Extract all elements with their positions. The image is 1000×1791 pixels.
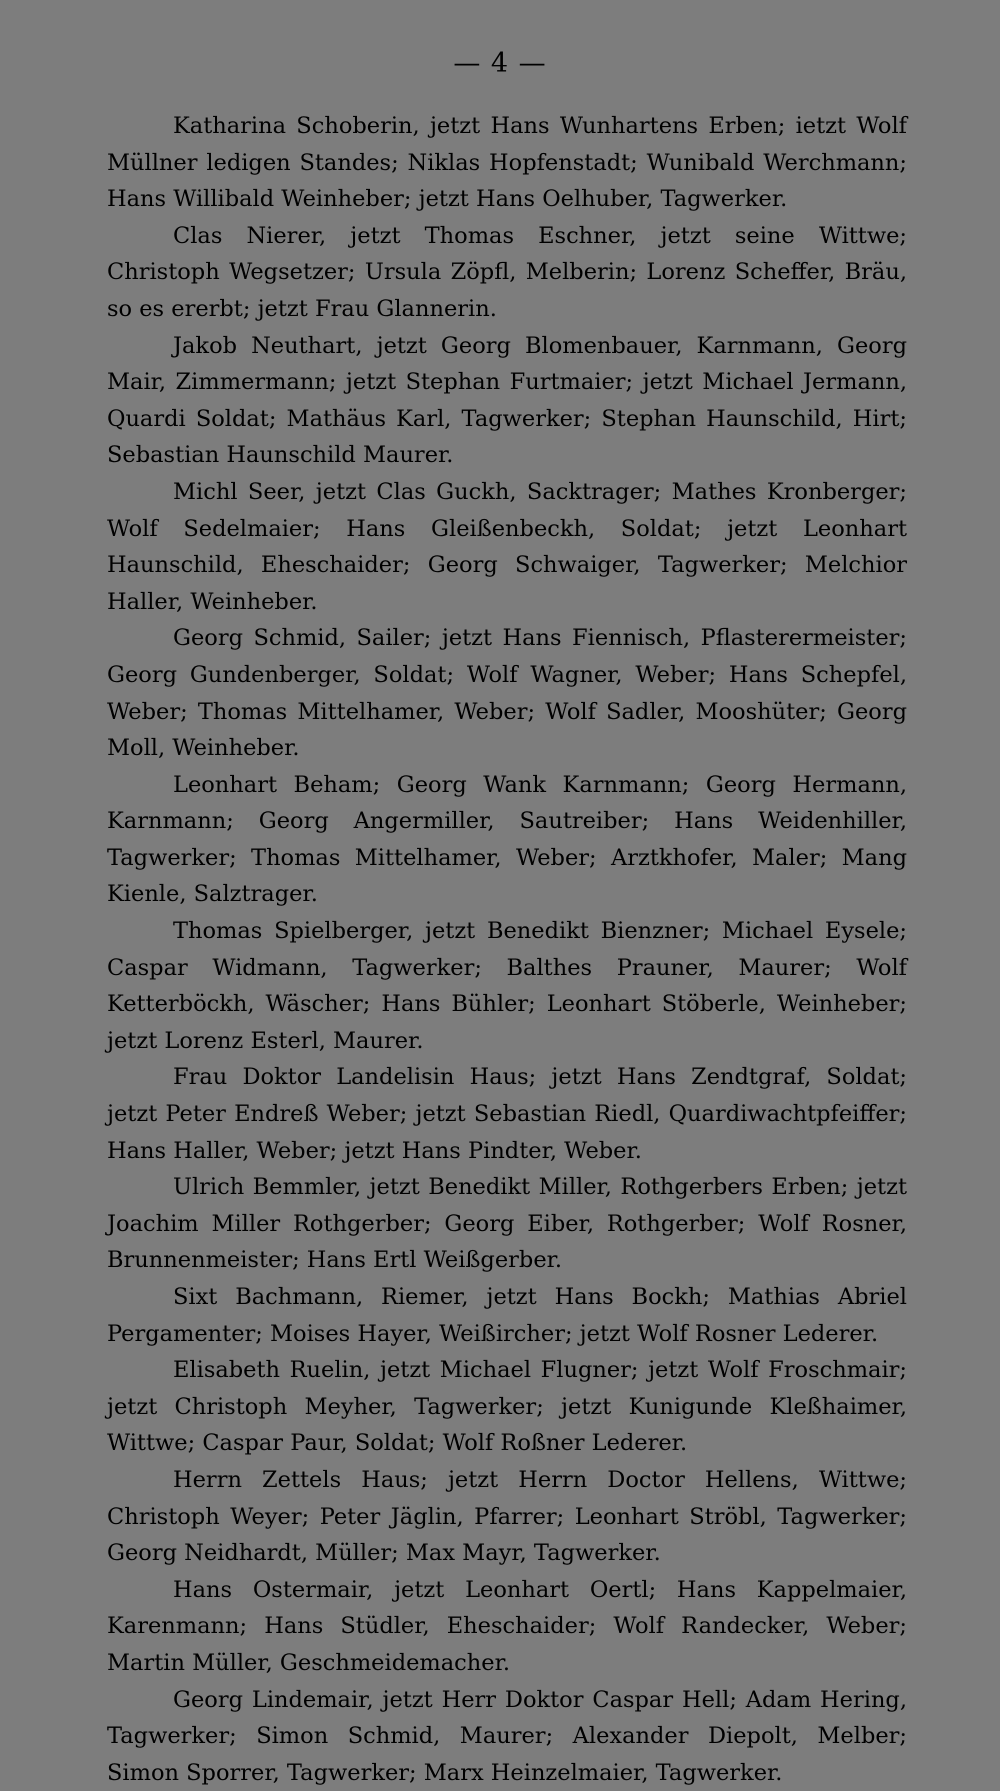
paragraph: Ulrich Bemmler, jetzt Benedikt Miller, Rothgerbers Erben; jetzt Joachim Miller Rothgerber; Georg Eiber, Rothgerber; Wolf Rosner, Brunnenmeister; Hans Ertl Weißgerber. — [107, 1174, 907, 1274]
paragraph: Clas Nierer, jetzt Thomas Eschner, jetzt seine Wittwe; Christoph Wegsetzer; Ursula Zöpfl, Melberin; Lorenz Scheffer, Bräu, so es ererbt; jetzt Frau Glannerin. — [107, 222, 907, 322]
paragraph: Sixt Bachmann, Riemer, jetzt Hans Bockh; Mathias Abriel Pergamenter; Moises Hayer, Weißircher; jetzt Wolf Rosner Lederer. — [107, 1284, 907, 1347]
paragraph: Georg Lindemair, jetzt Herr Doktor Caspar Hell; Adam Hering, Tagwerker; Simon Schmid, Maurer; Alexander Diepolt, Melber; Simon Sporrer, Tagwerker; Marx Heinzelmaier, Tagwerker. — [107, 1686, 907, 1786]
paragraph: Elisabeth Ruelin, jetzt Michael Flugner; jetzt Wolf Froschmair; jetzt Christoph Meyher, Tagwerker; jetzt Kunigunde Kleßhaimer, Wittwe; Caspar Paur, Soldat; Wolf Roßner Lederer. — [107, 1357, 907, 1457]
text-block — [107, 108, 907, 1791]
paragraph: Katharina Schoberin, jetzt Hans Wunhartens Erben; ietzt Wolf Müllner ledigen Standes; Niklas Hopfenstadt; Wunibald Werchmann; Hans Willibald Weinheber; jetzt Hans Oelhuber, Tagwerker. — [107, 113, 907, 213]
paragraph: Herrn Zettels Haus; jetzt Herrn Doctor Hellens, Wittwe; Christoph Weyer; Peter Jäglin, Pfarrer; Leonhart Ströbl, Tagwerker; Georg Neidhardt, Müller; Max Mayr, Tagwerker. — [107, 1466, 907, 1567]
paragraph: Jakob Neuthart, jetzt Georg Blomenbauer, Karnmann, Georg Mair, Zimmermann; jetzt Stephan Furtmaier; jetzt Michael Jermann, Quardi Soldat; Mathäus Karl, Tagwerker; Stephan Haunschild, Hirt; Sebastian Haunschild Maurer. — [107, 332, 907, 469]
paragraph: Michl Seer, jetzt Clas Guckh, Sacktrager; Mathes Kronberger; Wolf Sedelmaier; Hans Gleißenbeckh, Soldat; jetzt Leonhart Haunschild, Eheschaider; Georg Schwaiger, Tagwerker; Melchior Haller, Weinheber. — [107, 478, 907, 615]
paragraph: Leonhart Beham; Georg Wank Karnmann; Georg Hermann, Karnmann; Georg Angermiller, Sautreiber; Hans Weidenhiller, Tagwerker; Thomas Mittelhamer, Weber; Arztkhofer, Maler; Mang Kienle, Salztrager. — [107, 771, 907, 908]
paragraph: Georg Schmid, Sailer; jetzt Hans Fiennisch, Pflasterermeister; Georg Gundenberger, Soldat; Wolf Wagner, Weber; Hans Schepfel, Weber; Thomas Mittelhamer, Weber; Wolf Sadler, Mooshüter; Georg Moll, Weinheber. — [107, 625, 907, 762]
paragraph: Thomas Spielberger, jetzt Benedikt Bienzner; Michael Eysele; Caspar Widmann, Tagwerker; Balthes Prauner, Maurer; Wolf Ketterböckh, Wäscher; Hans Bühler; Leonhart Stöberle, Weinheber; jetzt Lorenz Esterl, Maurer. — [107, 918, 907, 1054]
paragraph: Frau Doktor Landelisin Haus; jetzt Hans Zendtgraf, Soldat; jetzt Peter Endreß Weber; jetzt Sebastian Riedl, Quardiwachtpfeiffer; Hans Haller, Weber; jetzt Hans Pindter, Weber. — [107, 1064, 907, 1164]
paragraph: Hans Ostermair, jetzt Leonhart Oertl; Hans Kappelmaier, Karenmann; Hans Stüdler, Eheschaider; Wolf Randecker, Weber; Martin Müller, Geschmeidemacher. — [107, 1576, 907, 1676]
page-number: — 4 — — [453, 48, 547, 79]
